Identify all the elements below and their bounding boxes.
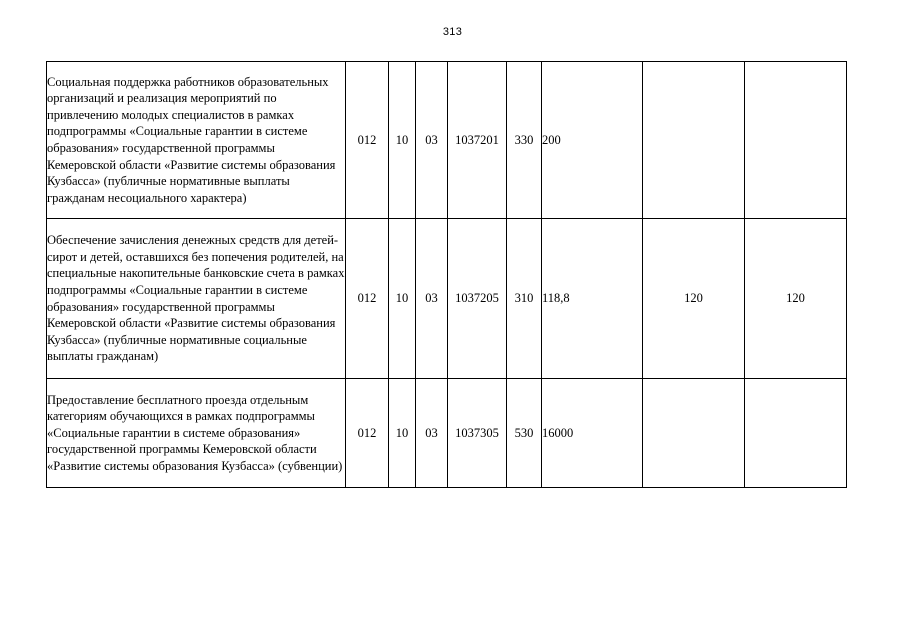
- section-code: 10: [389, 379, 416, 488]
- ministry-code: 012: [346, 379, 389, 488]
- amount-year-3: [745, 62, 847, 219]
- target-article-code: 1037305: [448, 379, 507, 488]
- expense-type-code: 310: [507, 219, 542, 379]
- amount-year-1: 200: [542, 62, 643, 219]
- row-description: Обеспечение зачисления денежных средств для детей-сирот и детей, оставшихся без попечения родителей, на специальные накопительные банковские счета в рамках подпрограммы «Социальные гарантии в системе образования» государственной программы Кемеровской области «Развитие системы образования Кузбасса» (публичные нормативные социальные выплаты гражданам): [47, 219, 346, 379]
- amount-year-1: 118,8: [542, 219, 643, 379]
- table-row: [47, 219, 847, 379]
- expense-type-code: 330: [507, 62, 542, 219]
- target-article-code: 1037201: [448, 62, 507, 219]
- amount-year-2: 120: [643, 219, 745, 379]
- subsection-code: 03: [416, 219, 448, 379]
- ministry-code: 012: [346, 62, 389, 219]
- expense-type-code: 530: [507, 379, 542, 488]
- amount-year-3: [745, 379, 847, 488]
- amount-year-2: [643, 379, 745, 488]
- amount-year-1: 16000: [542, 379, 643, 488]
- ministry-code: 012: [346, 219, 389, 379]
- section-code: 10: [389, 219, 416, 379]
- subsection-code: 03: [416, 379, 448, 488]
- target-article-code: 1037205: [448, 219, 507, 379]
- section-code: 10: [389, 62, 416, 219]
- row-description: Социальная поддержка работников образовательных организаций и реализация мероприятий по привлечению молодых специалистов в рамках подпрограммы «Социальные гарантии в системе образования» государственной программы Кемеровской области «Развитие системы образования Кузбасса» (публичные нормативные выплаты гражданам несоциального характера): [47, 62, 346, 219]
- subsection-code: 03: [416, 62, 448, 219]
- table-row: [47, 62, 847, 219]
- amount-year-3: 120: [745, 219, 847, 379]
- budget-table: [46, 61, 847, 488]
- page-number: 313: [442, 26, 463, 38]
- row-description: Предоставление бесплатного проезда отдельным категориям обучающихся в рамках подпрограммы «Социальные гарантии в системе образования» государственной программы Кемеровской области «Развитие системы образования Кузбасса» (субвенции): [47, 379, 346, 488]
- table-row: [47, 379, 847, 488]
- amount-year-2: [643, 62, 745, 219]
